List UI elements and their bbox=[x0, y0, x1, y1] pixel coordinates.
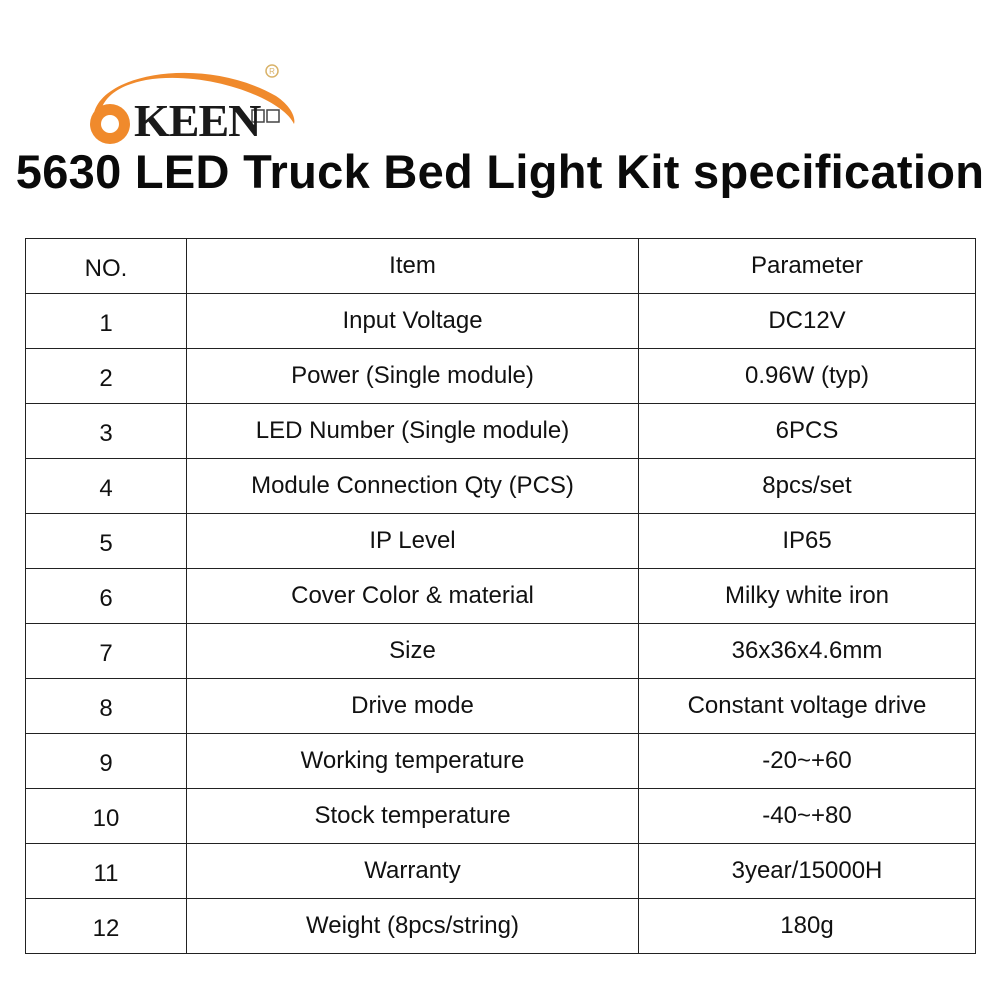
cell-parameter: 3year/15000H bbox=[639, 844, 976, 899]
spec-table bbox=[25, 238, 976, 954]
table-row bbox=[26, 679, 976, 734]
brand-logo bbox=[86, 58, 296, 150]
cell-parameter: 6PCS bbox=[639, 404, 976, 459]
cell-no: 2 bbox=[26, 349, 187, 404]
cell-item: IP Level bbox=[187, 514, 639, 569]
table-row bbox=[26, 459, 976, 514]
table-row bbox=[26, 844, 976, 899]
cell-parameter: Milky white iron bbox=[639, 569, 976, 624]
cell-parameter: Constant voltage drive bbox=[639, 679, 976, 734]
cell-item: Drive mode bbox=[187, 679, 639, 734]
cell-parameter: -20~+60 bbox=[639, 734, 976, 789]
cell-no: 12 bbox=[26, 899, 187, 954]
cell-no: 9 bbox=[26, 734, 187, 789]
table-row bbox=[26, 569, 976, 624]
cell-no: 1 bbox=[26, 294, 187, 349]
cell-item: Working temperature bbox=[187, 734, 639, 789]
table-row bbox=[26, 514, 976, 569]
cell-item: Weight (8pcs/string) bbox=[187, 899, 639, 954]
cell-item: Cover Color & material bbox=[187, 569, 639, 624]
table-row bbox=[26, 899, 976, 954]
header-no: NO. bbox=[26, 239, 187, 294]
table-header-row bbox=[26, 239, 976, 294]
page-title: 5630 LED Truck Bed Light Kit specification bbox=[15, 145, 985, 198]
cell-parameter: 0.96W (typ) bbox=[639, 349, 976, 404]
cell-no: 5 bbox=[26, 514, 187, 569]
cell-no: 7 bbox=[26, 624, 187, 679]
cell-parameter: -40~+80 bbox=[639, 789, 976, 844]
cell-item: LED Number (Single module) bbox=[187, 404, 639, 459]
table-row bbox=[26, 734, 976, 789]
cell-no: 8 bbox=[26, 679, 187, 734]
svg-text:R: R bbox=[269, 67, 275, 76]
table-row bbox=[26, 624, 976, 679]
cell-parameter: IP65 bbox=[639, 514, 976, 569]
table-row bbox=[26, 404, 976, 459]
cell-item: Power (Single module) bbox=[187, 349, 639, 404]
cell-no: 11 bbox=[26, 844, 187, 899]
header-item: Item bbox=[187, 239, 639, 294]
cell-parameter: 36x36x4.6mm bbox=[639, 624, 976, 679]
cell-no: 3 bbox=[26, 404, 187, 459]
cell-no: 4 bbox=[26, 459, 187, 514]
cell-parameter: 180g bbox=[639, 899, 976, 954]
header-parameter: Parameter bbox=[639, 239, 976, 294]
cell-parameter: 8pcs/set bbox=[639, 459, 976, 514]
keen-logo-icon bbox=[86, 58, 296, 150]
cell-no: 6 bbox=[26, 569, 187, 624]
table-row bbox=[26, 349, 976, 404]
cell-no: 10 bbox=[26, 789, 187, 844]
table-row bbox=[26, 294, 976, 349]
cell-parameter: DC12V bbox=[639, 294, 976, 349]
logo-wordmark: KEEN bbox=[134, 95, 261, 146]
cell-item: Size bbox=[187, 624, 639, 679]
table-row bbox=[26, 789, 976, 844]
cell-item: Input Voltage bbox=[187, 294, 639, 349]
cell-item: Stock temperature bbox=[187, 789, 639, 844]
cell-item: Module Connection Qty (PCS) bbox=[187, 459, 639, 514]
cell-item: Warranty bbox=[187, 844, 639, 899]
spec-table-body bbox=[26, 239, 976, 954]
